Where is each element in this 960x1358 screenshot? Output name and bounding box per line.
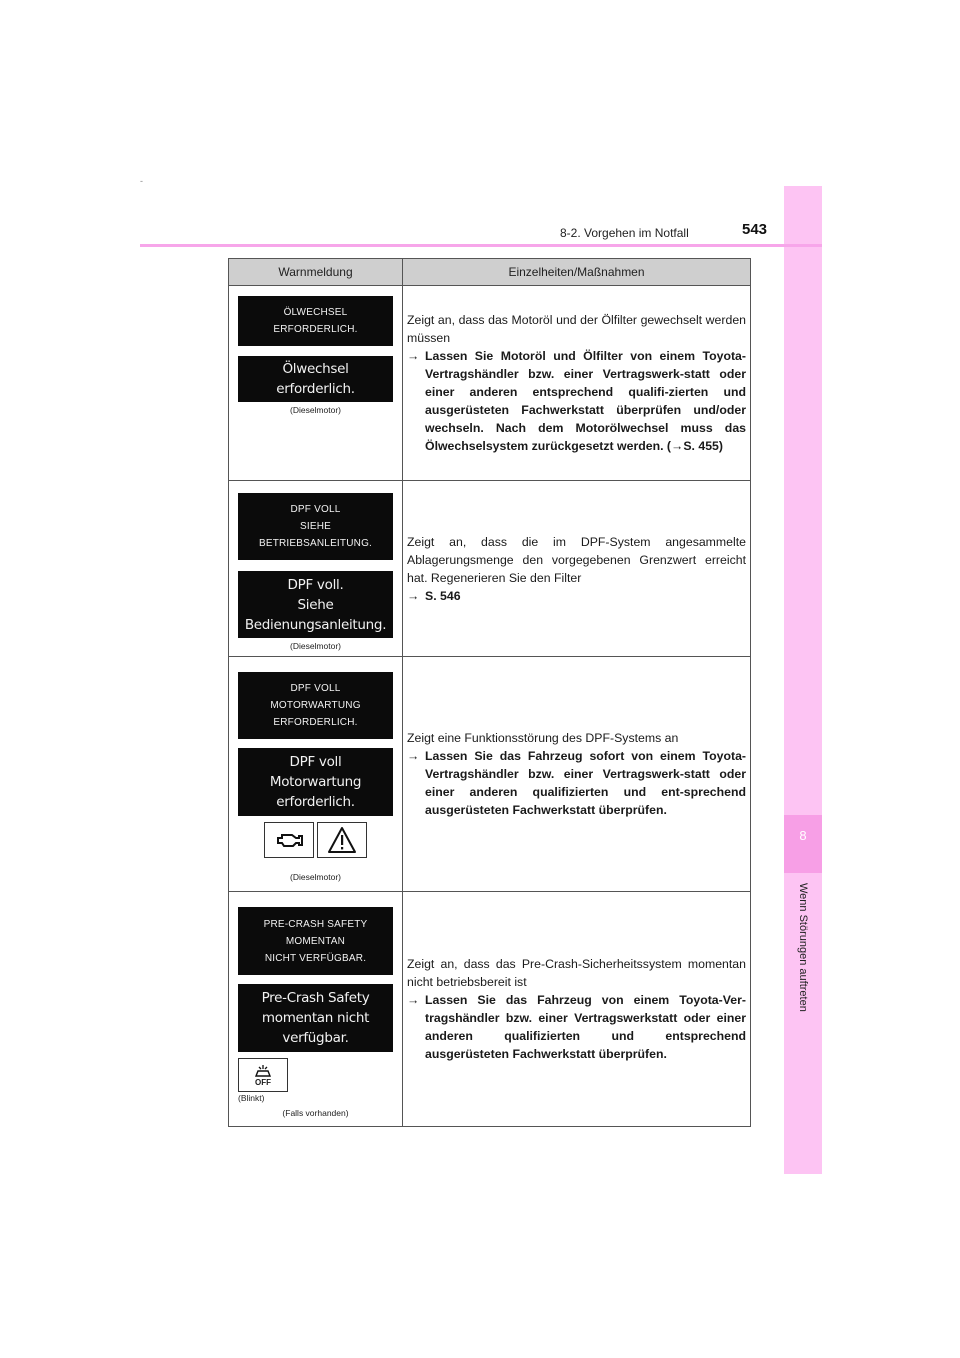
indicator-group bbox=[238, 1058, 393, 1103]
warning-message bbox=[238, 748, 393, 816]
warning-table bbox=[228, 258, 751, 1127]
arrow-icon: → bbox=[407, 349, 420, 363]
page-reference: S. 546 bbox=[425, 588, 461, 603]
message-line: erforderlich. bbox=[276, 381, 355, 397]
availability-note: (Falls vorhanden) bbox=[282, 1108, 349, 1118]
message-line: momentan nicht bbox=[261, 1010, 370, 1026]
warning-message-caps bbox=[238, 907, 393, 975]
message-line: DPF voll bbox=[289, 754, 342, 770]
message-line: erforderlich. bbox=[276, 794, 355, 810]
warning-message-caps bbox=[238, 296, 393, 346]
page-reference: S. 455) bbox=[683, 439, 723, 453]
section-title: 8-2. Vorgehen im Notfall bbox=[560, 226, 689, 240]
description-text: Zeigt an, dass die im DPF-System angesammelte Ablagerungsmenge den vorgegebenen Grenzwert erreicht hat. Regenerieren Sie den Filter bbox=[407, 534, 746, 585]
engine-note: (Dieselmotor) bbox=[289, 405, 341, 415]
warning-cell bbox=[229, 481, 403, 656]
chapter-tab-highlight bbox=[784, 815, 822, 873]
page-number: 543 bbox=[742, 221, 768, 238]
warning-message bbox=[238, 356, 393, 402]
message-line: Siehe bbox=[297, 596, 334, 613]
message-line: DPF voll. bbox=[287, 576, 344, 593]
warning-message-caps bbox=[238, 493, 393, 560]
details-cell bbox=[403, 481, 750, 656]
column-header-details: Einzelheiten/Maßnahmen bbox=[508, 265, 645, 279]
icon-off-label: OFF bbox=[255, 1077, 271, 1087]
warning-message bbox=[238, 984, 393, 1052]
table-row bbox=[229, 892, 750, 1126]
message-line: ÖLWECHSEL bbox=[283, 307, 348, 318]
header-rule bbox=[140, 244, 822, 247]
general-warning-icon bbox=[317, 822, 367, 858]
message-line: NICHT VERFÜGBAR. bbox=[264, 952, 367, 964]
message-line: DPF VOLL bbox=[290, 683, 341, 694]
column-header-warning: Warnmeldung bbox=[229, 259, 403, 285]
engine-note: (Dieselmotor) bbox=[289, 641, 341, 651]
details-cell bbox=[403, 892, 750, 1126]
engine-warning-icon bbox=[264, 822, 314, 858]
message-line: PRE-CRASH SAFETY bbox=[263, 918, 368, 930]
table-row bbox=[229, 657, 750, 892]
warning-cell bbox=[229, 892, 403, 1126]
message-line: ERFORDERLICH. bbox=[273, 717, 358, 728]
details-cell bbox=[403, 657, 750, 891]
message-line: MOMENTAN bbox=[285, 935, 346, 947]
warning-cell bbox=[229, 286, 403, 480]
message-line: Pre-Crash Safety bbox=[261, 990, 370, 1006]
message-line: Bedienungsanleitung. bbox=[244, 616, 387, 633]
message-line: BETRIEBSANLEITUNG. bbox=[258, 538, 373, 549]
description-text: Zeigt an, dass das Pre-Crash-Sicherheitssystem momentan nicht betriebsbereit ist bbox=[407, 957, 746, 989]
message-line: Motorwartung bbox=[269, 774, 362, 790]
engine-note: (Dieselmotor) bbox=[289, 872, 341, 882]
description-text: Zeigt an, dass das Motoröl und der Ölfilter gewechselt werden müssen bbox=[407, 313, 746, 345]
warning-message bbox=[238, 571, 393, 638]
arrow-icon: → bbox=[407, 993, 420, 1007]
action-text: → Lassen Sie das Fahrzeug sofort von einem Toyota-Vertragshändler bzw. einer Vertragswerk-statt oder einer anderen qualifizierten und ent-sprechend ausgerüsteten Fachwerkstatt überprüfen. bbox=[407, 749, 746, 817]
message-line: verfügbar. bbox=[282, 1030, 349, 1046]
blink-note: (Blinkt) bbox=[238, 1093, 265, 1103]
table-header bbox=[229, 259, 750, 286]
chapter-number: 8 bbox=[799, 828, 807, 843]
table-row bbox=[229, 286, 750, 481]
message-line: Ölwechsel bbox=[282, 361, 349, 377]
warning-cell bbox=[229, 657, 403, 891]
warning-lights bbox=[264, 822, 367, 858]
message-line: MOTORWARTUNG bbox=[270, 700, 361, 711]
details-cell bbox=[403, 286, 750, 480]
table-row bbox=[229, 481, 750, 657]
action-text: → Lassen Sie Motoröl und Ölfilter von einem Toyota-Vertragshändler bzw. einer Vertragswerk-statt oder einer anderen entsprechend qualifi-zierten und ausgerüsteten Fachwerkstatt überprüfen und/oder wechseln. Nach dem Motorölwechsel muss das Ölwechselsystem zurückgesetzt werden. (→S. 455) bbox=[407, 349, 746, 453]
description-text: Zeigt eine Funktionsstörung des DPF-Systems an bbox=[407, 731, 679, 745]
message-line: DPF VOLL bbox=[290, 504, 341, 515]
arrow-icon: → bbox=[407, 749, 420, 763]
arrow-icon: → bbox=[407, 588, 420, 603]
message-line: ERFORDERLICH. bbox=[273, 324, 358, 335]
pre-crash-off-icon bbox=[238, 1058, 288, 1092]
chapter-title: Wenn Störungen auftreten bbox=[797, 883, 809, 1012]
print-mark: - bbox=[140, 176, 143, 186]
action-text bbox=[407, 587, 746, 605]
message-line: SIEHE bbox=[299, 521, 331, 532]
action-text: → Lassen Sie das Fahrzeug von einem Toyota-Ver-tragshändler bzw. einer Vertragswerkstatt oder einer anderen qualifizierten und entsprechend ausgerüsteten Fachwerkstatt überprüfen. bbox=[407, 993, 746, 1061]
warning-message-caps bbox=[238, 672, 393, 739]
